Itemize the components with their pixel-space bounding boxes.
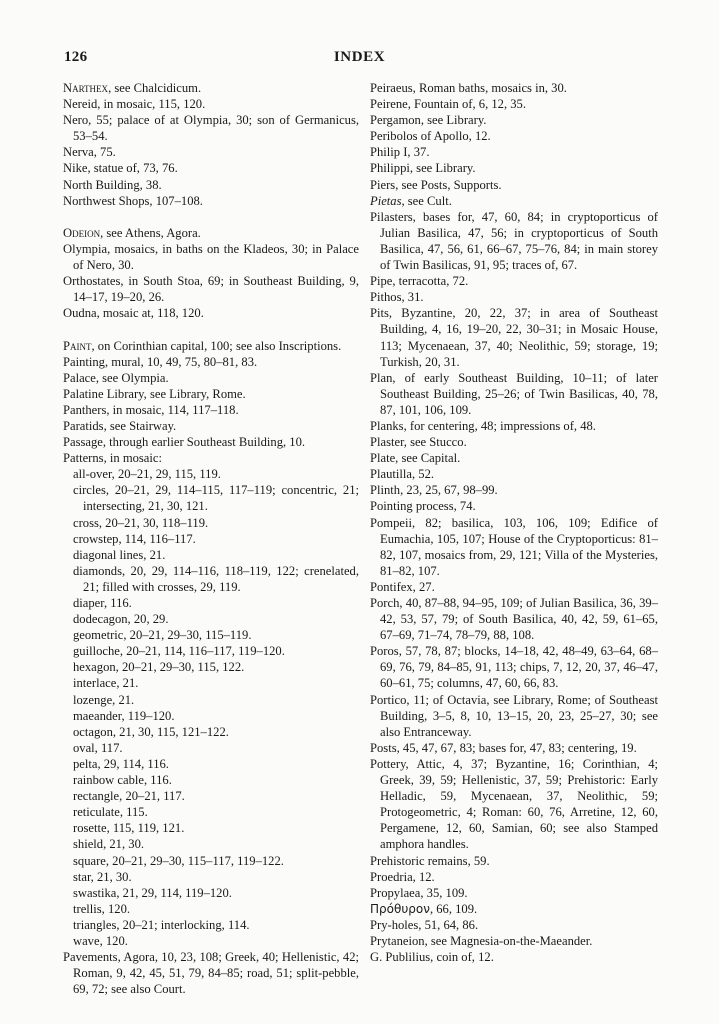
index-subentry bbox=[63, 627, 359, 643]
index-entry bbox=[63, 144, 359, 160]
entry-text: Proedria, 12. bbox=[370, 869, 435, 884]
entry-text: Pilasters, bases for, 47, 60, 84; in cryptoporticus of Julian Basilica, 47, 56; in cryptoporticus of South Basilica, 47, 56, 61, 66–67, 75–76, 84; in main storey of Twin Basilicas, 91, 95; traces of, 67. bbox=[370, 209, 658, 273]
entry-text: Northwest Shops, 107–108. bbox=[63, 193, 203, 208]
entry-text: Oudna, mosaic at, 118, 120. bbox=[63, 306, 204, 321]
index-entry bbox=[370, 901, 658, 917]
entry-text: lozenge, 21. bbox=[73, 692, 135, 707]
index-entry bbox=[63, 177, 359, 193]
entry-text: trellis, 120. bbox=[73, 901, 131, 916]
entry-text: shield, 21, 30. bbox=[73, 837, 145, 852]
entry-text: Posts, 45, 47, 67, 83; bases for, 47, 83; centering, 19. bbox=[370, 740, 637, 755]
index-entry bbox=[63, 434, 359, 450]
index-entry bbox=[370, 450, 658, 466]
index-subentry bbox=[63, 708, 359, 724]
index-subentry bbox=[63, 820, 359, 836]
entry-text: diaper, 116. bbox=[73, 596, 132, 610]
entry-text: , see Chalcidicum. bbox=[108, 81, 202, 95]
entry-text: oval, 117. bbox=[73, 740, 123, 755]
index-subentry bbox=[63, 563, 359, 595]
entry-text: Palace, see Olympia. bbox=[63, 370, 169, 385]
entry-text: Peiraeus, Roman baths, mosaics in, 30. bbox=[370, 81, 567, 95]
entry-text: Pontifex, 27. bbox=[370, 579, 435, 594]
entry-text: Pointing process, 74. bbox=[370, 499, 476, 514]
index-entry bbox=[370, 160, 658, 176]
entry-text: Prehistoric remains, 59. bbox=[370, 853, 490, 868]
index-entry bbox=[63, 96, 359, 112]
index-entry bbox=[63, 273, 359, 305]
entry-text: Panthers, in mosaic, 114, 117–118. bbox=[63, 402, 239, 417]
entry-text: Planks, for centering, 48; impressions of, 48. bbox=[370, 418, 596, 433]
entry-text: Nerva, 75. bbox=[63, 145, 116, 160]
left-column bbox=[63, 80, 359, 997]
page-title: INDEX bbox=[333, 49, 386, 65]
index-subentry bbox=[63, 933, 359, 949]
entry-text: rectangle, 20–21, 117. bbox=[73, 789, 185, 804]
index-entry bbox=[63, 949, 359, 997]
page-number: 126 bbox=[64, 49, 88, 65]
entry-text: cross, 20–21, 30, 118–119. bbox=[73, 515, 209, 530]
index-subentry bbox=[63, 901, 359, 917]
section-gap bbox=[63, 321, 359, 337]
entry-text: Philippi, see Library. bbox=[370, 161, 476, 176]
index-subentry bbox=[63, 675, 359, 691]
entry-text: G. Publilius, coin of, 12. bbox=[370, 950, 494, 965]
entry-text: Patterns, in mosaic: bbox=[63, 451, 162, 466]
entry-text: , 66, 109. bbox=[429, 901, 478, 916]
entry-text: dodecagon, 20, 29. bbox=[73, 612, 169, 627]
index-entry bbox=[63, 241, 359, 273]
entry-text: Portico, 11; of Octavia, see Library, Rome; of Southeast Building, 3–5, 8, 10, 13–15, 20, 23, 25–27, 30; see also Entranceway. bbox=[370, 692, 658, 739]
entry-text: guilloche, 20–21, 114, 116–117, 119–120. bbox=[73, 644, 285, 659]
entry-text: rainbow cable, 116. bbox=[73, 773, 172, 788]
entry-text: star, 21, 30. bbox=[73, 869, 132, 884]
index-subentry bbox=[63, 740, 359, 756]
entry-text: diagonal lines, 21. bbox=[73, 547, 166, 562]
entry-text: Plautilla, 52. bbox=[370, 467, 435, 482]
index-entry bbox=[370, 466, 658, 482]
entry-text: octagon, 21, 30, 115, 121–122. bbox=[73, 724, 229, 739]
entry-text: swastika, 21, 29, 114, 119–120. bbox=[73, 885, 232, 900]
entry-heading: Narthex bbox=[63, 81, 109, 95]
entry-heading: Paint bbox=[63, 338, 92, 353]
entry-text: rosette, 115, 119, 121. bbox=[73, 821, 185, 836]
entry-text: Piers, see Posts, Supports. bbox=[370, 177, 502, 192]
index-entry bbox=[370, 177, 658, 193]
entry-text: hexagon, 20–21, 29–30, 115, 122. bbox=[73, 660, 245, 675]
index-subentry bbox=[63, 804, 359, 820]
index-entry bbox=[370, 482, 658, 498]
index-entry bbox=[370, 853, 658, 869]
entry-text: Pottery, Attic, 4, 37; Byzantine, 16; Corinthian, 4; Greek, 39, 59; Hellenistic, 37, 59; Prehistoric: Early Helladic, 59, Mycenaean, 37, Neolithic, 59; Protogeometric, 4; Roman: 60, 76, Arretine, 12, 60, Pergamene, 12, 60, Samian, 60; see also Stamped amphora handles. bbox=[370, 756, 658, 852]
entry-text: circles, 20–21, 29, 114–115, 117–119; concentric, 21; intersecting, 21, 30, 121. bbox=[73, 483, 359, 514]
entry-text: Plaster, see Stucco. bbox=[370, 435, 467, 450]
index-entry bbox=[370, 434, 658, 450]
index-entry bbox=[63, 338, 359, 354]
entry-text: Peirene, Fountain of, 6, 12, 35. bbox=[370, 97, 527, 112]
entry-text: Orthostates, in South Stoa, 69; in Southeast Building, 9, 14–17, 19–20, 26. bbox=[63, 274, 359, 305]
entry-text: Pithos, 31. bbox=[370, 290, 424, 305]
index-entry bbox=[63, 386, 359, 402]
index-entry bbox=[370, 740, 658, 756]
index-subentry bbox=[63, 547, 359, 563]
entry-text: Pits, Byzantine, 20, 22, 37; in area of Southeast Building, 4, 16, 19–20, 22, 30–31; in Mosaic House, 113; Mycenaean, 37, 40; Neolithic, 59; storage, 19; Turkish, 20, 31. bbox=[370, 306, 658, 369]
entry-text: Palatine Library, see Library, Rome. bbox=[63, 386, 246, 401]
entry-text: square, 20–21, 29–30, 115–117, 119–122. bbox=[73, 853, 284, 868]
entry-text: Plinth, 23, 25, 67, 98–99. bbox=[370, 483, 498, 498]
entry-text: North Building, 38. bbox=[63, 177, 162, 192]
index-entry bbox=[370, 289, 658, 305]
entry-text: , see Athens, Agora. bbox=[100, 225, 201, 240]
index-entry bbox=[370, 579, 658, 595]
index-subentry bbox=[63, 756, 359, 772]
index-entry bbox=[370, 498, 658, 514]
entry-text: Peribolos of Apollo, 12. bbox=[370, 129, 491, 144]
entry-text: Plate, see Capital. bbox=[370, 451, 461, 466]
index-entry bbox=[370, 305, 658, 369]
index-entry bbox=[370, 869, 658, 885]
index-subentry bbox=[63, 917, 359, 933]
entry-text: crowstep, 114, 116–117. bbox=[73, 531, 196, 546]
entry-text: Pergamon, see Library. bbox=[370, 113, 487, 128]
index-entry bbox=[370, 692, 658, 740]
index-entry bbox=[63, 225, 359, 241]
entry-text: Nike, statue of, 73, 76. bbox=[63, 161, 178, 176]
entry-text: triangles, 20–21; interlocking, 114. bbox=[73, 917, 250, 932]
index-entry bbox=[370, 418, 658, 434]
entry-text: Porch, 40, 87–88, 94–95, 109; of Julian Basilica, 36, 39–42, 53, 57, 79; of South Basilica, 40, 42, 59, 61–65, 67–69, 71–74, 78–79, 88, 108. bbox=[370, 596, 658, 643]
entry-text: Pompeii, 82; basilica, 103, 106, 109; Edifice of Eumachia, 105, 107; House of the Cryptoporticus: 81–82, 107, mosaics from, 29, 121; Villa of the Mysteries, 81–82, 107. bbox=[370, 515, 658, 578]
index-entry bbox=[63, 80, 359, 96]
entry-text: maeander, 119–120. bbox=[73, 708, 175, 723]
index-entry bbox=[63, 418, 359, 434]
section-gap bbox=[63, 209, 359, 225]
entry-text: Prytaneion, see Magnesia-on-the-Maeander. bbox=[370, 933, 593, 948]
index-entry bbox=[63, 112, 359, 144]
entry-heading: Πρόθυρον bbox=[370, 901, 430, 916]
index-entry bbox=[63, 193, 359, 209]
index-subentry bbox=[63, 692, 359, 708]
entry-text: Plan, of early Southeast Building, 10–11; of later Southeast Building, 25–26; of Twin Basilicas, 40, 78, 87, 101, 106, 109. bbox=[370, 370, 658, 417]
entry-text: Propylaea, 35, 109. bbox=[370, 885, 468, 900]
index-entry bbox=[370, 193, 658, 209]
index-subentry bbox=[63, 836, 359, 852]
index-entry bbox=[370, 595, 658, 643]
index-subentry bbox=[63, 611, 359, 627]
entry-heading: Pietas bbox=[370, 193, 402, 208]
index-entry bbox=[63, 370, 359, 386]
index-entry bbox=[63, 354, 359, 370]
index-subentry bbox=[63, 466, 359, 482]
index-entry bbox=[370, 515, 658, 579]
index-entry bbox=[63, 450, 359, 466]
index-entry bbox=[370, 273, 658, 289]
index-subentry bbox=[63, 515, 359, 531]
index-subentry bbox=[63, 531, 359, 547]
entry-text: Nereid, in mosaic, 115, 120. bbox=[63, 97, 206, 112]
entry-text: Pavements, Agora, 10, 23, 108; Greek, 40; Hellenistic, 42; Roman, 9, 42, 45, 51, 79, 84–85; road, 51; split-pebble, 69, 72; see also Court. bbox=[63, 950, 359, 997]
index-entry bbox=[370, 370, 658, 418]
right-column bbox=[370, 80, 658, 965]
index-entry bbox=[370, 949, 658, 965]
index-subentry bbox=[63, 869, 359, 885]
entry-text: Pipe, terracotta, 72. bbox=[370, 274, 469, 289]
entry-text: diamonds, 20, 29, 114–116, 118–119, 122; crenelated, 21; filled with crosses, 29, 119. bbox=[73, 563, 359, 594]
index-subentry bbox=[63, 595, 359, 611]
index-entry bbox=[370, 933, 658, 949]
entry-text: Passage, through earlier Southeast Building, 10. bbox=[63, 435, 306, 450]
entry-text: Paratids, see Stairway. bbox=[63, 418, 177, 433]
entry-text: , see Cult. bbox=[401, 193, 452, 208]
entry-text: reticulate, 115. bbox=[73, 805, 148, 820]
index-entry bbox=[370, 643, 658, 691]
index-entry bbox=[370, 144, 658, 160]
index-entry bbox=[370, 209, 658, 273]
entry-text: Pry-holes, 51, 64, 86. bbox=[370, 917, 479, 932]
entry-text: Olympia, mosaics, in baths on the Kladeos, 30; in Palace of Nero, 30. bbox=[63, 241, 359, 273]
index-entry bbox=[370, 96, 658, 112]
entry-text: geometric, 20–21, 29–30, 115–119. bbox=[73, 628, 252, 643]
entry-text: interlace, 21. bbox=[73, 676, 139, 691]
index-entry bbox=[370, 885, 658, 901]
entry-text: all-over, 20–21, 29, 115, 119. bbox=[73, 467, 221, 482]
entry-text: , on Corinthian capital, 100; see also Inscriptions. bbox=[91, 338, 342, 353]
entry-text: Poros, 57, 78, 87; blocks, 14–18, 42, 48–49, 63–64, 68–69, 76, 79, 84–85, 91, 113; chips, 7, 12, 20, 37, 46–47, 60–61, 75; columns, 47, 60, 66, 83. bbox=[370, 644, 658, 691]
index-entry bbox=[63, 305, 359, 321]
index-subentry bbox=[63, 482, 359, 514]
index-entry bbox=[63, 160, 359, 176]
entry-text: Philip I, 37. bbox=[370, 145, 430, 160]
index-subentry bbox=[63, 885, 359, 901]
index-subentry bbox=[63, 643, 359, 659]
index-entry bbox=[370, 128, 658, 144]
index-entry bbox=[63, 402, 359, 418]
index-entry bbox=[370, 80, 658, 96]
index-subentry bbox=[63, 724, 359, 740]
index-subentry bbox=[63, 788, 359, 804]
index-entry bbox=[370, 917, 658, 933]
entry-heading: Odeion bbox=[63, 225, 101, 240]
index-entry bbox=[370, 112, 658, 128]
index-subentry bbox=[63, 772, 359, 788]
index-entry bbox=[370, 756, 658, 853]
index-subentry bbox=[63, 659, 359, 675]
index-subentry bbox=[63, 853, 359, 869]
entry-text: pelta, 29, 114, 116. bbox=[73, 756, 169, 771]
entry-text: Nero, 55; palace of at Olympia, 30; son of Germanicus, 53–54. bbox=[63, 113, 359, 144]
entry-text: Painting, mural, 10, 49, 75, 80–81, 83. bbox=[63, 354, 258, 369]
entry-text: wave, 120. bbox=[73, 933, 128, 948]
